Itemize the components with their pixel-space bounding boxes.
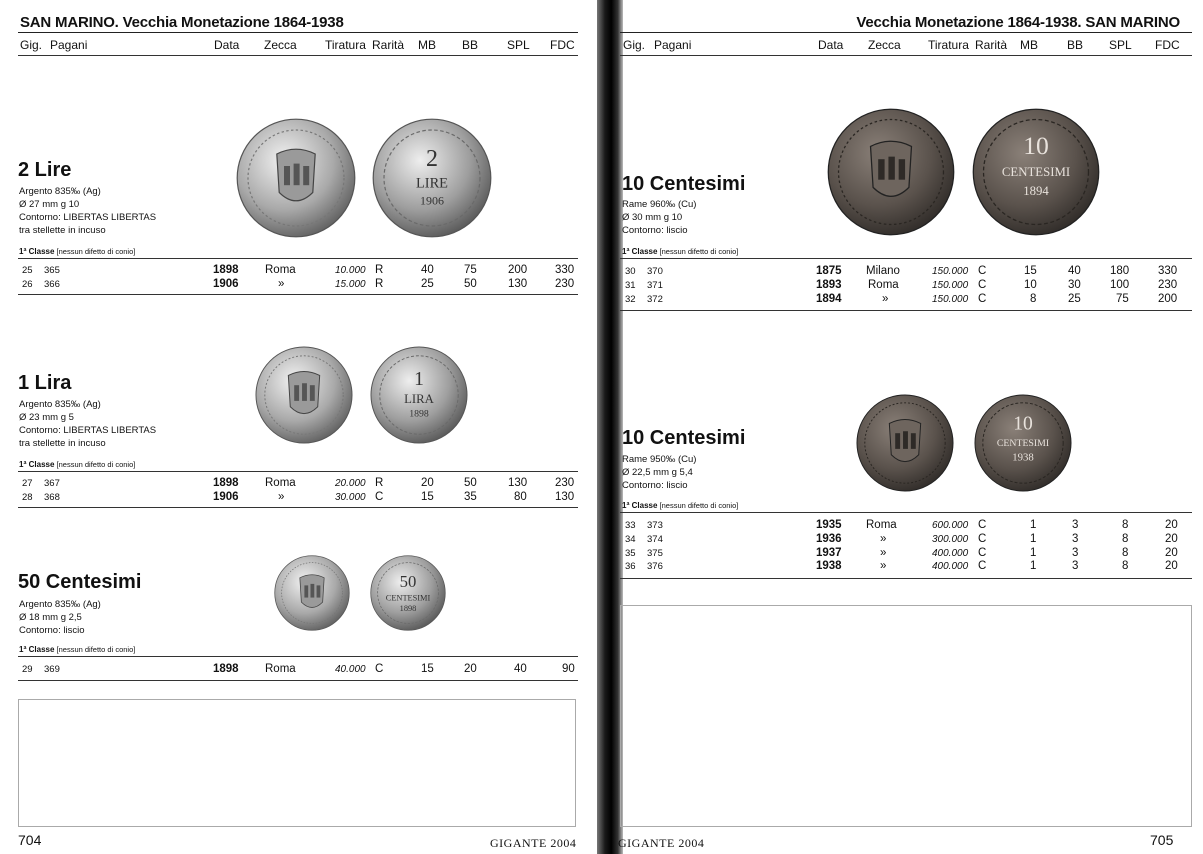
reverse-year: 1906 <box>420 193 444 208</box>
publisher-mark: GIGANTE 2004 <box>490 836 577 850</box>
cell-pagani: 373 <box>647 520 663 531</box>
cell-fdc: 20 <box>1165 560 1178 572</box>
cell-pagani: 371 <box>647 280 663 291</box>
cell-rarita: C <box>978 533 987 545</box>
table-rule <box>18 680 578 681</box>
cell-rarita: C <box>375 491 384 503</box>
table-rule <box>620 512 1192 513</box>
reverse-value: 10 <box>1013 413 1033 435</box>
classe-note: [nessun difetto di conio] <box>659 501 739 510</box>
cell-rarita: C <box>978 519 987 531</box>
column-header <box>18 36 578 56</box>
reverse-value: 50 <box>399 571 417 591</box>
publisher-mark: GIGANTE 2004 <box>618 836 705 850</box>
table-row <box>18 278 578 291</box>
table-rule <box>18 294 578 295</box>
cell-mb: 15 <box>421 663 434 675</box>
left-page <box>0 0 598 854</box>
coin-reverse-image <box>974 394 1072 492</box>
coin-obverse-image <box>827 108 955 236</box>
coin-title: 1 Lira <box>18 372 72 394</box>
col-fdc: FDC <box>550 38 575 52</box>
cell-data: 1936 <box>816 533 842 545</box>
cell-gig: 26 <box>22 279 33 290</box>
table-row <box>620 265 1192 278</box>
spec-size: Ø 23 mm g 5 <box>19 412 74 423</box>
cell-spl: 8 <box>1122 533 1129 545</box>
spec-edge: Contorno: liscio <box>622 480 688 491</box>
spec-edge: Contorno: liscio <box>622 225 688 236</box>
cell-fdc: 230 <box>555 278 575 290</box>
spec-size: Ø 22,5 mm g 5,4 <box>622 467 693 478</box>
cell-fdc: 130 <box>555 491 575 503</box>
spec-metal: Argento 835‰ (Ag) <box>19 186 101 197</box>
cell-spl: 80 <box>514 491 527 503</box>
coin-title: 10 Centesimi <box>622 173 746 195</box>
classe-note: [nessun difetto di conio] <box>659 247 739 256</box>
cell-spl: 180 <box>1110 265 1130 277</box>
classe-label <box>19 460 135 469</box>
cell-fdc: 20 <box>1165 547 1178 559</box>
coin-obverse-image <box>856 394 954 492</box>
table-row <box>620 547 1192 560</box>
classe-label <box>622 247 738 256</box>
cell-rarita: R <box>375 477 384 489</box>
cell-spl: 130 <box>508 477 528 489</box>
spec-metal: Rame 960‰ (Cu) <box>622 199 697 210</box>
table-row <box>620 560 1192 573</box>
cell-bb: 35 <box>464 491 477 503</box>
cell-tiratura: 150.000 <box>932 294 969 305</box>
coin-spec <box>622 453 792 492</box>
cell-zecca: Milano <box>866 265 900 277</box>
spec-edge-note: tra stellette in incuso <box>19 438 106 449</box>
cell-data: 1898 <box>213 477 239 489</box>
col-bb: BB <box>462 38 479 52</box>
col-tiratura: Tiratura <box>325 38 366 52</box>
col-zecca: Zecca <box>264 38 297 52</box>
cell-bb: 3 <box>1072 547 1079 559</box>
classe-name: 1ª Classe <box>19 247 55 256</box>
cell-tiratura: 150.000 <box>932 266 969 277</box>
cell-gig: 28 <box>22 492 33 503</box>
cell-rarita: C <box>978 293 987 305</box>
col-rarita: Rarità <box>372 38 405 52</box>
cell-mb: 10 <box>1024 279 1037 291</box>
cell-spl: 8 <box>1122 560 1129 572</box>
cell-zecca: » <box>882 293 889 305</box>
cell-data: 1875 <box>816 265 842 277</box>
cell-zecca: Roma <box>866 519 897 531</box>
cell-tiratura: 30.000 <box>335 492 366 503</box>
table-rule <box>620 310 1192 311</box>
spec-edge: Contorno: LIBERTAS LIBERTAS <box>19 425 157 436</box>
header-rule <box>18 32 578 33</box>
cell-rarita: R <box>375 264 384 276</box>
cell-data: 1937 <box>816 547 842 559</box>
cell-mb: 20 <box>421 477 434 489</box>
classe-note: [nessun difetto di conio] <box>56 460 136 469</box>
spec-size: Ø 27 mm g 10 <box>19 199 80 210</box>
classe-note: [nessun difetto di conio] <box>56 247 136 256</box>
coin-obverse-image <box>255 346 353 444</box>
classe-name: 1ª Classe <box>622 247 658 256</box>
coin-reverse-image <box>972 108 1100 236</box>
cell-rarita: R <box>375 278 384 290</box>
col-gig: Gig. <box>20 38 43 52</box>
cell-data: 1906 <box>213 491 239 503</box>
cell-gig: 29 <box>22 664 33 675</box>
reverse-year: 1894 <box>1023 184 1049 199</box>
right-page <box>612 0 1203 854</box>
cell-data: 1894 <box>816 293 842 305</box>
table-rule <box>18 471 578 472</box>
table-rule <box>18 258 578 259</box>
cell-data: 1906 <box>213 278 239 290</box>
classe-label <box>622 501 738 510</box>
cell-zecca: Roma <box>265 477 296 489</box>
reverse-denomination: LIRE <box>416 175 448 192</box>
blank-panel <box>620 605 1192 827</box>
coin-spec <box>19 398 189 450</box>
cell-zecca: Roma <box>265 663 296 675</box>
cell-data: 1898 <box>213 264 239 276</box>
cell-gig: 32 <box>625 294 636 305</box>
cell-spl: 75 <box>1116 293 1129 305</box>
cell-bb: 3 <box>1072 519 1079 531</box>
coin-title: 10 Centesimi <box>622 427 746 449</box>
table-rule <box>18 507 578 508</box>
reverse-denomination: CENTESIMI <box>385 593 431 603</box>
cell-mb: 40 <box>421 264 434 276</box>
reverse-value: 1 <box>414 369 424 391</box>
cell-zecca: Roma <box>265 264 296 276</box>
cell-rarita: C <box>978 547 987 559</box>
col-pagani: Pagani <box>50 38 88 52</box>
cell-fdc: 330 <box>555 264 575 276</box>
cell-fdc: 200 <box>1158 293 1178 305</box>
cell-pagani: 369 <box>44 664 60 675</box>
cell-tiratura: 150.000 <box>932 280 969 291</box>
cell-spl: 8 <box>1122 519 1129 531</box>
cell-pagani: 370 <box>647 266 663 277</box>
cell-gig: 34 <box>625 534 636 545</box>
col-bb: BB <box>1067 38 1084 52</box>
running-head: Vecchia Monetazione 1864-1938. SAN MARINO <box>856 14 1180 31</box>
coin-reverse-image <box>370 555 446 631</box>
coin-obverse-image <box>236 118 356 238</box>
cell-data: 1898 <box>213 663 239 675</box>
cell-gig: 25 <box>22 265 33 276</box>
cell-spl: 200 <box>508 264 528 276</box>
table-row <box>18 491 578 504</box>
cell-bb: 3 <box>1072 560 1079 572</box>
col-spl: SPL <box>507 38 530 52</box>
cell-zecca: Roma <box>868 279 899 291</box>
cell-tiratura: 300.000 <box>932 534 969 545</box>
table-row <box>18 264 578 277</box>
reverse-denomination: LIRA <box>404 391 434 406</box>
page-number: 705 <box>1150 832 1174 848</box>
cell-mb: 25 <box>421 278 434 290</box>
coin-title: 50 Centesimi <box>18 571 142 593</box>
cell-zecca: » <box>880 533 887 545</box>
coin-title: 2 Lire <box>18 159 72 181</box>
cell-spl: 8 <box>1122 547 1129 559</box>
col-rarita: Rarità <box>975 38 1008 52</box>
cell-spl: 130 <box>508 278 528 290</box>
table-row <box>18 663 578 676</box>
cell-gig: 33 <box>625 520 636 531</box>
col-data: Data <box>818 38 844 52</box>
cell-bb: 50 <box>464 278 477 290</box>
reverse-denomination: CENTESIMI <box>996 437 1050 449</box>
column-header <box>620 36 1192 56</box>
cell-mb: 15 <box>421 491 434 503</box>
cell-rarita: C <box>978 560 987 572</box>
cell-tiratura: 600.000 <box>932 520 969 531</box>
col-fdc: FDC <box>1155 38 1180 52</box>
cell-gig: 30 <box>625 266 636 277</box>
classe-label <box>19 645 135 654</box>
cell-tiratura: 40.000 <box>335 664 366 675</box>
col-spl: SPL <box>1109 38 1132 52</box>
cell-bb: 50 <box>464 477 477 489</box>
cell-fdc: 20 <box>1165 533 1178 545</box>
cell-data: 1938 <box>816 560 842 572</box>
spec-metal: Rame 950‰ (Cu) <box>622 454 697 465</box>
cell-pagani: 374 <box>647 534 663 545</box>
spec-size: Ø 30 mm g 10 <box>622 212 683 223</box>
spec-metal: Argento 835‰ (Ag) <box>19 399 101 410</box>
cell-pagani: 366 <box>44 279 60 290</box>
cell-rarita: C <box>978 265 987 277</box>
col-mb: MB <box>418 38 436 52</box>
cell-mb: 15 <box>1024 265 1037 277</box>
cell-mb: 1 <box>1030 547 1037 559</box>
cell-bb: 30 <box>1068 279 1081 291</box>
cell-fdc: 330 <box>1158 265 1178 277</box>
col-pagani: Pagani <box>654 38 692 52</box>
table-rule <box>620 578 1192 579</box>
col-zecca: Zecca <box>868 38 901 52</box>
cell-bb: 25 <box>1068 293 1081 305</box>
classe-name: 1ª Classe <box>19 645 55 654</box>
coin-spec <box>19 598 189 637</box>
cell-zecca: » <box>880 560 887 572</box>
coin-reverse-image <box>372 118 492 238</box>
reverse-value: 10 <box>1023 131 1049 161</box>
table-row <box>18 477 578 490</box>
cell-mb: 8 <box>1030 293 1037 305</box>
cell-pagani: 368 <box>44 492 60 503</box>
reverse-year: 1898 <box>399 604 417 614</box>
cell-spl: 100 <box>1110 279 1130 291</box>
reverse-year: 1938 <box>1012 451 1034 464</box>
reverse-year: 1898 <box>409 408 429 420</box>
table-rule <box>620 258 1192 259</box>
page-number: 704 <box>18 832 42 848</box>
coin-reverse-image <box>370 346 468 444</box>
spec-size: Ø 18 mm g 2,5 <box>19 612 82 623</box>
cell-fdc: 230 <box>1158 279 1178 291</box>
spec-edge: Contorno: LIBERTAS LIBERTAS <box>19 212 157 223</box>
cell-tiratura: 400.000 <box>932 561 969 572</box>
reverse-denomination: CENTESIMI <box>1001 164 1071 179</box>
classe-name: 1ª Classe <box>19 460 55 469</box>
cell-bb: 3 <box>1072 533 1079 545</box>
cell-gig: 27 <box>22 478 33 489</box>
cell-mb: 1 <box>1030 533 1037 545</box>
cell-mb: 1 <box>1030 560 1037 572</box>
cell-zecca: » <box>880 547 887 559</box>
coin-obverse-image <box>274 555 350 631</box>
cell-spl: 40 <box>514 663 527 675</box>
cell-rarita: C <box>375 663 384 675</box>
cell-tiratura: 15.000 <box>335 279 366 290</box>
cell-gig: 31 <box>625 280 636 291</box>
table-row <box>620 533 1192 546</box>
cell-pagani: 372 <box>647 294 663 305</box>
col-mb: MB <box>1020 38 1038 52</box>
cell-pagani: 376 <box>647 561 663 572</box>
classe-label <box>19 247 135 256</box>
cell-tiratura: 400.000 <box>932 548 969 559</box>
cell-data: 1893 <box>816 279 842 291</box>
cell-data: 1935 <box>816 519 842 531</box>
table-row <box>620 279 1192 292</box>
cell-zecca: » <box>278 278 285 290</box>
col-gig: Gig. <box>623 38 646 52</box>
cell-gig: 35 <box>625 548 636 559</box>
spec-metal: Argento 835‰ (Ag) <box>19 599 101 610</box>
spec-edge: Contorno: liscio <box>19 625 85 636</box>
col-tiratura: Tiratura <box>928 38 969 52</box>
cell-bb: 75 <box>464 264 477 276</box>
cell-tiratura: 20.000 <box>335 478 366 489</box>
cell-bb: 20 <box>464 663 477 675</box>
cell-mb: 1 <box>1030 519 1037 531</box>
cell-fdc: 90 <box>562 663 575 675</box>
cell-fdc: 230 <box>555 477 575 489</box>
cell-tiratura: 10.000 <box>335 265 366 276</box>
blank-panel <box>18 699 576 827</box>
table-row <box>620 293 1192 306</box>
reverse-value: 2 <box>426 146 438 172</box>
cell-pagani: 367 <box>44 478 60 489</box>
table-row <box>620 519 1192 532</box>
cell-pagani: 375 <box>647 548 663 559</box>
cell-gig: 36 <box>625 561 636 572</box>
table-rule <box>18 656 578 657</box>
classe-name: 1ª Classe <box>622 501 658 510</box>
running-head: SAN MARINO. Vecchia Monetazione 1864-1938 <box>20 14 344 31</box>
coin-spec <box>19 185 189 237</box>
cell-fdc: 20 <box>1165 519 1178 531</box>
cell-rarita: C <box>978 279 987 291</box>
spec-edge-note: tra stellette in incuso <box>19 225 106 236</box>
cell-bb: 40 <box>1068 265 1081 277</box>
header-rule <box>620 32 1192 33</box>
classe-note: [nessun difetto di conio] <box>56 645 136 654</box>
col-data: Data <box>214 38 240 52</box>
cell-zecca: » <box>278 491 285 503</box>
coin-spec <box>622 198 792 237</box>
cell-pagani: 365 <box>44 265 60 276</box>
